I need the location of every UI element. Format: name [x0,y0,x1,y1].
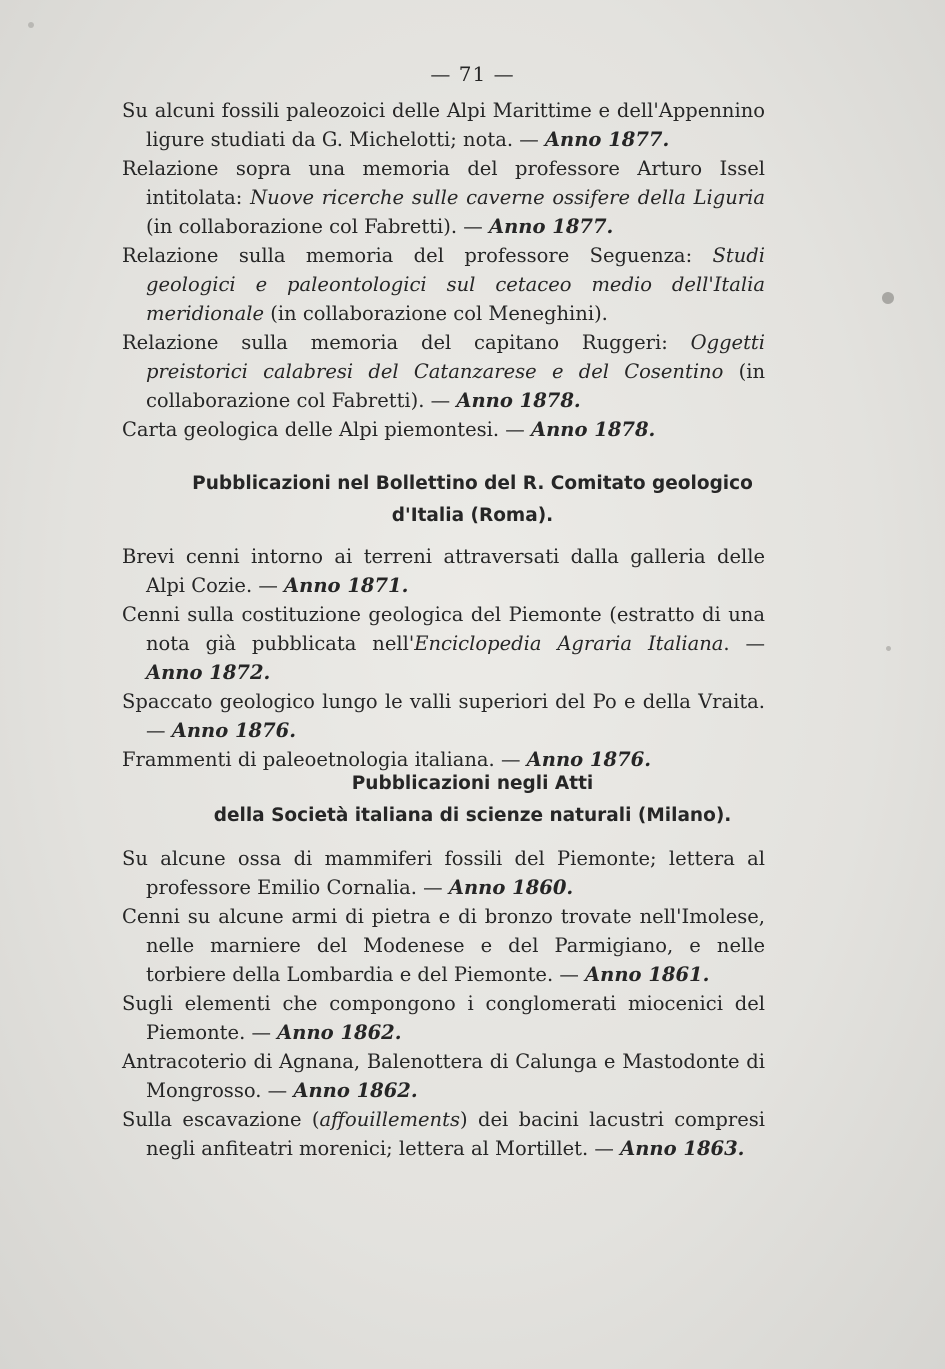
list-item: Sulla escavazione (affouillements) dei bacini lacustri compresi negli anfiteatri morenici; lettera al Mortillet. — Anno 1863. [122,1108,765,1160]
speck [28,22,34,28]
list-item: Cenni su alcune armi di pietra e di bronzo trovate nell'Imolese, nelle marniere del Modenese e del Parmigiano, e nelle torbiere della Lombardia e del Piemonte. — Anno 1861. [122,905,765,986]
list-item: Carta geologica delle Alpi piemontesi. — Anno 1878. [122,418,656,441]
list-item: Frammenti di paleoetnologia italiana. — Anno 1876. [122,748,651,771]
section-heading-line: della Società italiana di scienze naturali (Milano). [213,805,732,826]
section-heading-bollettino [100,468,845,532]
list-item: Spaccato geologico lungo le valli superiori del Po e della Vraita. — Anno 1876. [122,690,765,742]
list-item: Relazione sulla memoria del capitano Ruggeri: Oggetti preistorici calabresi del Catanzarese e del Cosentino (in collaborazione col Fabretti). — Anno 1878. [122,331,765,412]
speck [882,292,894,304]
section-heading-line: Pubblicazioni nel Bollettino del R. Comitato geologico [192,473,753,494]
list-item: Relazione sulla memoria del professore Seguenza: Studi geologici e paleontologici sul cetaceo medio dell'Italia meridionale (in collaborazione col Meneghini). [122,244,765,325]
list-item: Relazione sopra una memoria del professore Arturo Issel intitolata: Nuove ricerche sulle caverne ossifere della Liguria (in collaborazione col Fabretti). — Anno 1877. [122,157,765,238]
list-item: Brevi cenni intorno ai terreni attraversati dalla galleria delle Alpi Cozie. — Anno 1871. [122,545,765,597]
list-item: Su alcune ossa di mammiferi fossili del Piemonte; lettera al professore Emilio Cornalia. — Anno 1860. [122,847,765,899]
entries-group-3 [122,844,765,1163]
list-item: Su alcuni fossili paleozoici delle Alpi Marittime e dell'Appennino ligure studiati da G. Michelotti; nota. — Anno 1877. [122,99,765,151]
section-heading-line: d'Italia (Roma). [391,505,554,526]
entries-group-1 [122,96,765,444]
speck [886,646,891,651]
page-number: — 71 — [430,62,515,86]
list-item: Sugli elementi che compongono i conglomerati miocenici del Piemonte. — Anno 1862. [122,992,765,1044]
list-item: Cenni sulla costituzione geologica del Piemonte (estratto di una nota già pubblicata nell'Enciclopedia Agraria Italiana. — Anno 1872. [122,603,766,684]
list-item: Antracoterio di Agnana, Balenottera di Calunga e Mastodonte di Mongrosso. — Anno 1862. [122,1050,765,1102]
entries-group-2 [122,542,765,774]
section-heading-line: Pubblicazioni negli Atti [351,773,594,794]
section-heading-atti [100,768,845,832]
